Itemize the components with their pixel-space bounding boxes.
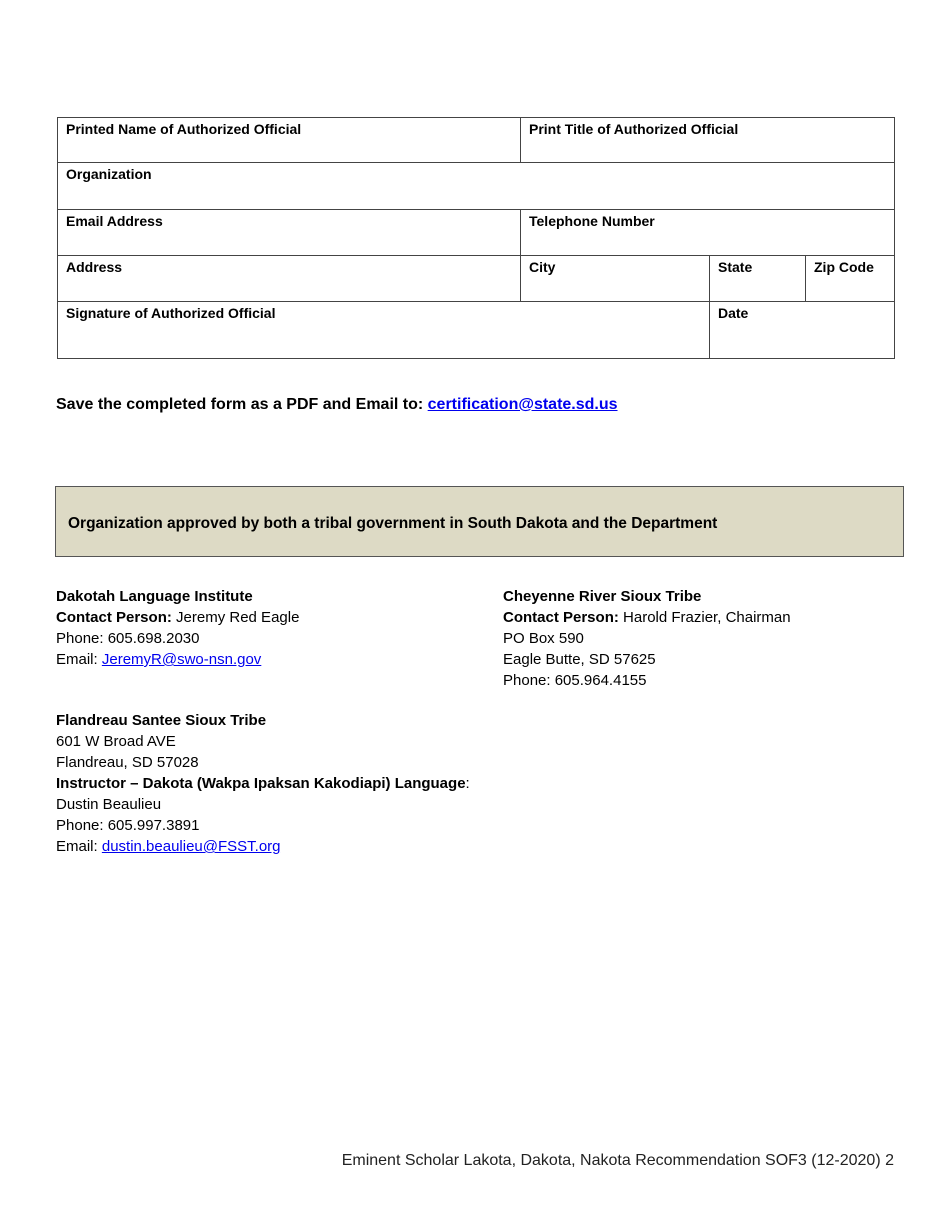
instructor-colon: : (465, 775, 470, 792)
contact-person-line (503, 607, 791, 628)
email-address-field[interactable] (58, 210, 521, 256)
city-field[interactable] (521, 256, 710, 302)
state-field[interactable] (710, 256, 806, 302)
address-label: Address (66, 259, 123, 275)
zip-code-label: Zip Code (814, 259, 874, 275)
submit-text: Save the completed form as a PDF and Email to: (56, 396, 424, 413)
address-field[interactable] (58, 256, 521, 302)
email-line (56, 649, 299, 670)
contact-dakotah (56, 586, 299, 670)
signature-label: Signature of Authorized Official (66, 305, 276, 321)
email-line (56, 836, 470, 857)
instructor-name: Dustin Beaulieu (56, 796, 162, 813)
org-name: Cheyenne River Sioux Tribe (503, 588, 702, 605)
zip-code-field[interactable] (806, 256, 895, 302)
approved-organizations-banner (55, 486, 904, 557)
organization-field[interactable] (58, 163, 895, 210)
banner-heading: Organization approved by both a tribal government in South Dakota and the Department (68, 515, 718, 532)
city-label: City (529, 259, 556, 275)
contact-person-name: Harold Frazier, Chairman (623, 609, 791, 626)
email-label: Email: (56, 838, 98, 855)
contact-person-name: Jeremy Red Eagle (176, 609, 300, 626)
telephone-label: Telephone Number (529, 213, 655, 229)
email-address-label: Email Address (66, 213, 163, 229)
state-label: State (718, 259, 753, 275)
organization-label: Organization (66, 166, 152, 182)
contact-cheyenne-river (503, 586, 791, 691)
org-name: Flandreau Santee Sioux Tribe (56, 712, 267, 729)
contact-person-line (56, 607, 299, 628)
signature-field[interactable] (58, 302, 710, 359)
print-title-field[interactable] (521, 118, 895, 163)
email-label: Email: (56, 651, 98, 668)
address-line-1: PO Box 590 (503, 630, 584, 647)
address-line-2: Flandreau, SD 57028 (56, 754, 199, 771)
printed-name-field[interactable] (58, 118, 521, 163)
instructor-label: Instructor – Dakota (Wakpa Ipaksan Kakodiapi) Language (56, 775, 466, 792)
date-label: Date (718, 305, 749, 321)
phone-line: Phone: 605.698.2030 (56, 630, 200, 647)
address-line-2: Eagle Butte, SD 57625 (503, 651, 656, 668)
org-name: Dakotah Language Institute (56, 588, 253, 605)
email-link[interactable]: dustin.beaulieu@FSST.org (101, 838, 281, 855)
instructor-line (56, 773, 470, 794)
contact-flandreau (56, 710, 470, 857)
phone-line: Phone: 605.964.4155 (503, 672, 647, 689)
date-field[interactable] (710, 302, 895, 359)
printed-name-label: Printed Name of Authorized Official (66, 121, 302, 137)
contact-person-label: Contact Person: (56, 609, 172, 626)
phone-line: Phone: 605.997.3891 (56, 817, 200, 834)
print-title-label: Print Title of Authorized Official (529, 121, 739, 137)
address-line-1: 601 W Broad AVE (56, 733, 176, 750)
contact-person-label: Contact Person: (503, 609, 619, 626)
page-footer: Eminent Scholar Lakota, Dakota, Nakota Recommendation SOF3 (12-2020) 2 (341, 1152, 894, 1169)
submit-instructions (56, 396, 618, 414)
email-link[interactable]: JeremyR@swo-nsn.gov (101, 651, 262, 668)
telephone-field[interactable] (521, 210, 895, 256)
authorized-official-form (57, 117, 895, 359)
certification-email-link[interactable]: certification@state.sd.us (427, 396, 618, 413)
